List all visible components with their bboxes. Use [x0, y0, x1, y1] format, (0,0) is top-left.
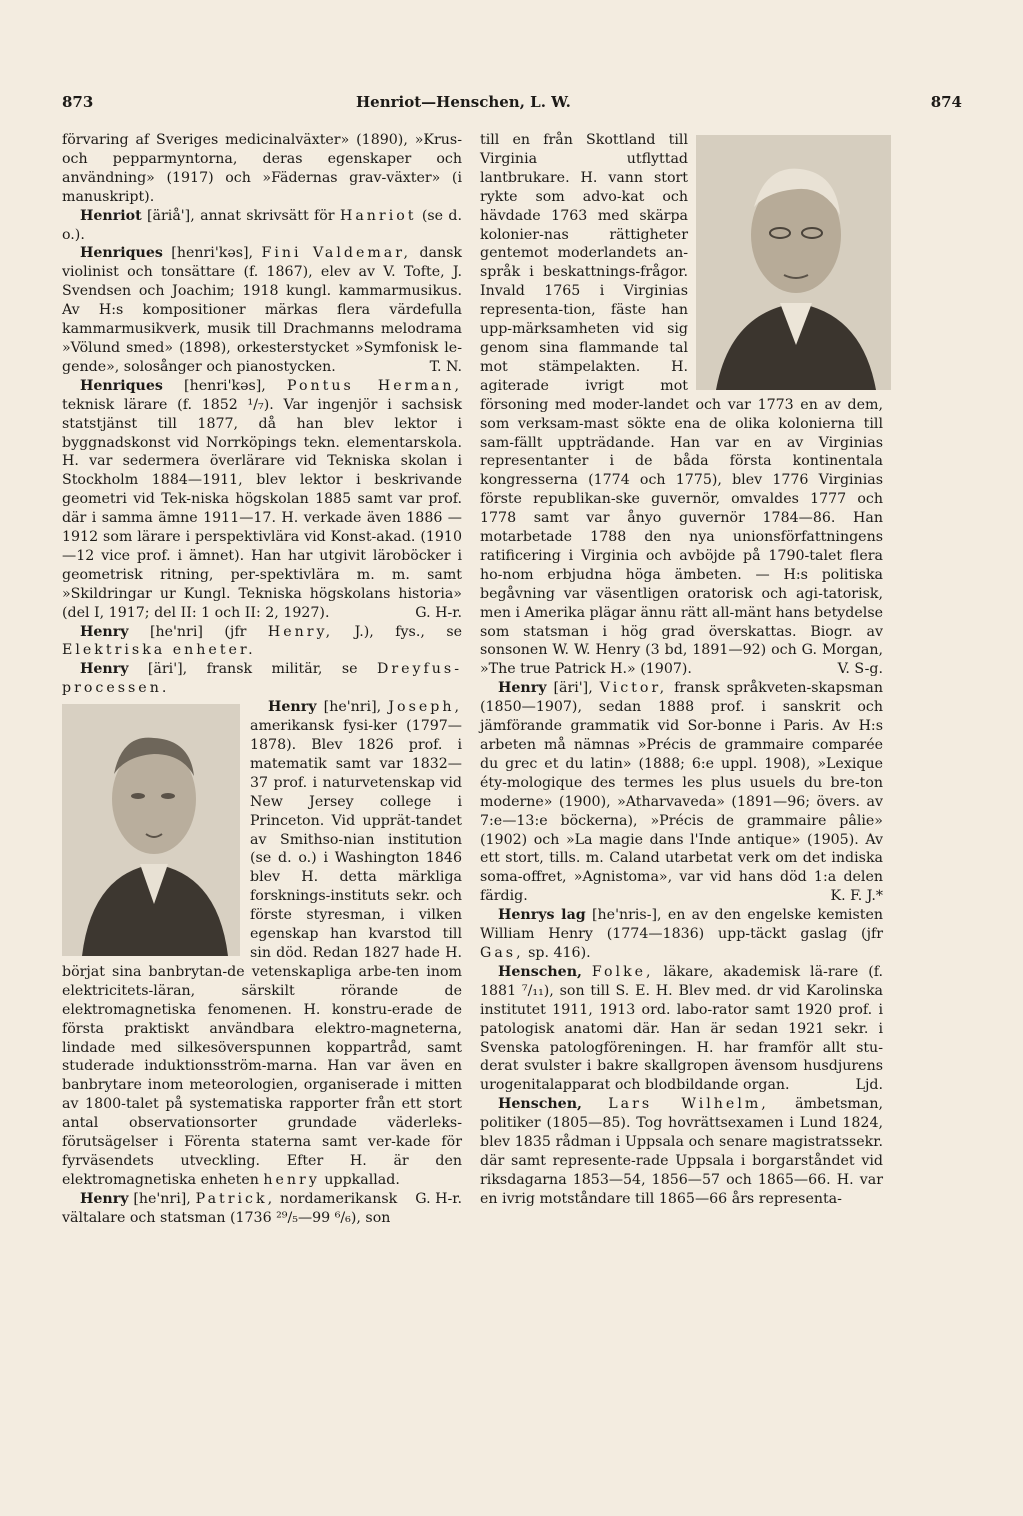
entry-text: läkare, akademisk lä-rare (f. 1881 ⁷/₁₁), son till S. E. H. Blev med. dr vid Karolinska institutet 1911, 1913 ord. labo-rator samt 1920 prof. i patologisk anatomi där. Han är sedan 1921 sekr. i Svenska patologföreningen. H. har framför allt stu-derat svulster i bakre skallgropen ävensom husdjurens urogenitalapparat och blodbildande organ. [480, 963, 883, 1094]
author-signature: T. N. [429, 358, 462, 375]
entry-text: [he'nri], [133, 1190, 191, 1207]
spaced-reference: Dreyfus-processen. [62, 661, 462, 697]
entry-henriques-pontus [62, 377, 462, 623]
entry-text: amerikansk fysi-ker (1797—1878). Blev 1826 prof. i matematik samt var 1832—37 prof. i naturvetenskap vid New Jersey college i Princeton. Vid upprät-tandet av Smithso-nian institution (se d. o.) i Washington 1846 blev H. detta märkliga forsknings-instituts sekr. och förste styresman, i vilken egenskap han kvarstod till sin död. Redan 1827 hade H. börjat sina banbrytan-de vetenskapliga arbe-ten inom elektricitets-läran, särskilt rörande de elektromagnetiska fenomenen. H. konstru-erade de första praktiskt användbara elektro-magneterna, lindade med silkesöverspunnen koppartråd, samt studerade induktionsström-marna. Han var även en banbrytare inom meteorologien, organiserade i mitten av 1800-talet på systematiska rapporter från ett stort antal observationsorter grundade väderleks-förutsägelser i Förenta staterna samt ver-kade för fyrväsendets utveckling. Efter H. är den elektromagnetiska enheten [62, 718, 462, 1188]
spaced-reference: Elektriska enheter. [62, 642, 256, 659]
entry-text: [äri'], fransk militär, se [147, 661, 358, 678]
spaced-name: Hanriot [339, 207, 417, 224]
headword: Henry [268, 699, 317, 716]
portrait-joseph-henry [62, 704, 240, 956]
spaced-name: Fini Valdemar, [261, 245, 412, 262]
entry-text: [he'nris-], en av den engelske kemisten William Henry (1774—1836) upp-täckt gaslag (jfr [480, 907, 883, 943]
spaced-name: Henry, [267, 623, 334, 640]
spaced-name: Pontus Herman, [286, 377, 463, 394]
spaced-name: Folke, [591, 963, 654, 980]
entry-henry-victor [480, 679, 883, 906]
entry-text: [he'nri] (jfr [149, 623, 247, 640]
headword: Henry [80, 661, 129, 678]
entry-henriot [62, 207, 462, 245]
entry-text: teknisk lärare (f. 1852 ¹/₇). Var ingenjör i sachsisk statstjänst till 1877, då han blev lektor i byggnadskonst vid Norrköpings tekn. elementarskola. H. var sedermera överlärare vid Tekniska skolan i Stockholm 1884—1911, blev lektor i beskrivande geometri vid Tek-niska högskolan 1885 samt var prof. där i samma ämne 1911—17. H. verkade även 1886 —1912 som lärare i perspektivlära vid Konst-akad. (1910—12 vice prof. i ämnet). Han har utgivit läroböcker i geometrisk ritning, per-spektivlära m. m. samt »Skildringar ur Kungl. Tekniska högskolans historia» (del I, 1917; del II: 1 och II: 2, 1927). [62, 396, 462, 621]
author-signature: K. F. J.* [830, 888, 883, 905]
entry-text: [he'nri], [323, 699, 382, 716]
headword: Henrys lag [498, 907, 586, 924]
entry-henry-unit [62, 623, 462, 661]
author-signature: G. H-r. [415, 604, 462, 621]
entry-henry-military [62, 660, 462, 698]
spaced-term: henry [263, 1171, 320, 1188]
entry-text: [henri'kəs], [184, 377, 266, 394]
spaced-reference: Gas, [480, 944, 524, 961]
entry-text: [henri'kəs], [171, 245, 254, 262]
entry-henschen-folke [480, 963, 883, 1095]
entry-text: sp. 416). [528, 944, 591, 961]
entry-continuation-patrick [480, 131, 883, 679]
spaced-name: Patrick, [195, 1190, 276, 1207]
running-title: Henriot—Henschen, L. W. [356, 93, 571, 111]
left-column [62, 131, 462, 1228]
entry-text: till en från Skottland till Virginia utflyttad lantbrukare. H. vann stort rykte som advo-kat och hävdade 1763 med skärpa kolonier-nas rättigheter gentemot moderlandets an-språk i beskattnings-frågor. Invald 1765 i Virginias representa-tion, fäste han upp-märksamheten vid sig genom sina flammande tal mot stämpelakten. H. agiterade ivrigt mot försoning med moder-landet och var 1773 en av dem, som verksam-mast sökte ena de olika kolonierna till sam-fällt uppträdande. Han var en av Virginias representanter i de båda första kontinentala kongresserna (1774 och 1775), blev 1776 Virginias förste republikan-ske guvernör, omvaldes 1777 och 1778 samt var ånyo guvernör 1784—86. Han motarbetade 1788 den nya unionsförfattningens ratificering i Virginia och avböjde på 1790-talet flera ho-nom erbjudna höga ämbeten. — H:s politiska begåvning var väsentligen oratorisk och agi-tatorisk, men i Amerika plägar ännu rätt all-mänt hans betydelse som statsman i hög grad överskattas. Biogr. av sonsonen W. W. Henry (3 bd, 1891—92) och G. Morgan, »The true Patrick H.» (1907). [480, 132, 883, 678]
engraving-image [62, 704, 240, 956]
entry-text: ämbetsman, politiker (1805—85). Tog hovrättsexamen i Lund 1824, blev 1835 rådman i Uppsala och senare magistratssekr. där samt represente-rade Uppsala i borgarståndet vid riksdagarna 1853—54, 1856—57 och 1865—66. H. var en ivrig motståndare till 1865—66 års representa- [480, 1096, 883, 1207]
headword: Henriques [80, 377, 163, 394]
author-signature: V. S-g. [837, 661, 883, 678]
headword: Henry [80, 623, 129, 640]
headword: Henry [498, 680, 547, 697]
page-number-right: 874 [930, 93, 962, 111]
entry-text: [äri'], [553, 680, 593, 697]
entry-text: fransk språkveten-skapsman (1850—1907), sedan 1888 prof. i sanskrit och jämförande grammatik vid Sor-bonne i Paris. Av H:s arbeten må nämnas »Précis de grammaire comparée du grec et du latin» (1888; 6:e uppl. 1908), »Lexique éty-mologique des termes les plus usuels du bre-ton moderne» (1900), »Atharvaveda» (1891—96; övers. av 7:e—13:e böckerna), »Précis de grammaire pâlie» (1902) och »La magie dans l'Inde antique» (1905). Av ett stort, tills. m. Caland utarbetat verk om det indiska soma-offret, »Agnistoma», var vid hans död 1:a delen färdig. [480, 680, 884, 905]
page-header [62, 93, 962, 117]
headword: Henschen, [498, 1096, 582, 1113]
engraving-image [696, 135, 891, 390]
entry-text: nordamerikansk vältalare och statsman (1736 ²⁹/₅—99 ⁶/₆), son [62, 1190, 398, 1226]
entry-text: J.), fys., se [354, 623, 462, 640]
entry-text: [äriå'], annat skrivsätt för [147, 207, 335, 224]
entry-continuation: förvaring af Sveriges medicinalväxter» (1890), »Krus- och pepparmyntorna, deras egenskaper och användning» (1917) och »Fädernas grav-växter» (i manuskript). [62, 132, 462, 205]
spaced-name: Lars Wilhelm, [608, 1096, 769, 1113]
entry-henschen-lars [480, 1095, 883, 1208]
headword: Henriot [80, 207, 142, 224]
entry-henrys-lag [480, 906, 883, 963]
spaced-name: Victor, [599, 680, 668, 697]
spaced-name: Joseph, [388, 699, 462, 716]
entry-text: dansk violinist och tonsättare (f. 1867), elev av V. Tofte, J. Svendsen och Joachim; 1918 kungl. kammarmusikus. Av H:s kompositioner märkas flera värdefulla kammarmusikverk, musik till Drachmanns melodrama »Völund smed» (1898), orkesterstycket »Symfonisk le-gende», solosånger och pianostycken. [62, 245, 462, 375]
portrait-patrick-henry [696, 135, 891, 390]
headword: Henschen, [498, 963, 582, 980]
author-signature: G. H-r. [415, 1190, 462, 1207]
entry-henriques-fini [62, 244, 462, 376]
entry-text: uppkallad. [324, 1171, 400, 1188]
entry-text: (se d. o.). [62, 207, 462, 243]
headword: Henriques [80, 245, 163, 262]
page-number-left: 873 [62, 93, 94, 111]
author-signature: Ljd. [855, 1077, 883, 1094]
headword: Henry [80, 1190, 129, 1207]
right-column [480, 131, 883, 1209]
